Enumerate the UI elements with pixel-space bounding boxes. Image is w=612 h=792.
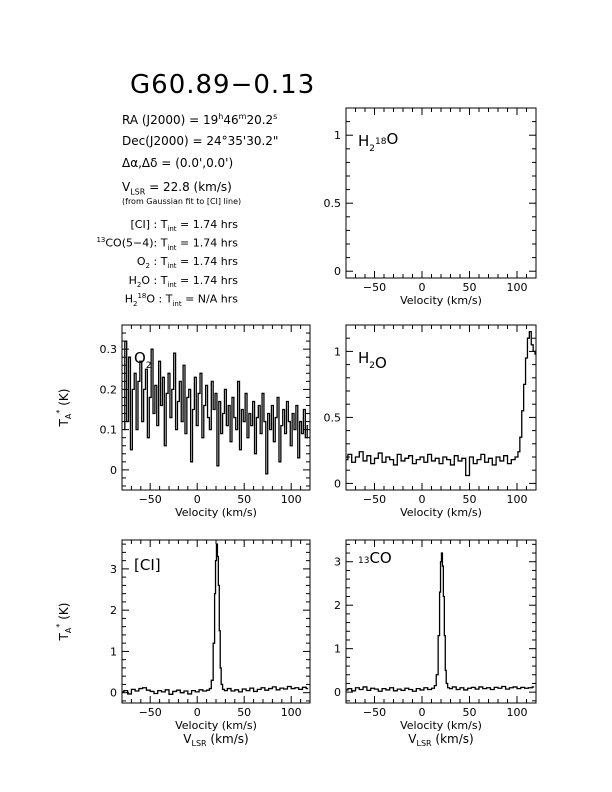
- ra-seconds: 20.2: [246, 113, 274, 127]
- y-axis-label: $T_A^*$ (K): [55, 388, 73, 427]
- integration-row: $H_2O$ : $T_{int} = 1.74$ hrs: [128, 274, 238, 290]
- x-tick-label: 0: [418, 493, 426, 506]
- y-tick-label: 3: [110, 562, 117, 576]
- y-tick-label: 0: [110, 686, 117, 700]
- y-tick-label: 0: [334, 265, 341, 279]
- x-tick-label: 100: [506, 281, 528, 294]
- x-tick-label: 50: [237, 493, 252, 506]
- spectrum-line: [346, 553, 534, 691]
- plot-frame: [346, 325, 536, 490]
- x-tick-label: −50: [138, 493, 162, 506]
- y-tick-label: 1: [334, 642, 341, 656]
- ra-line: RA (J2000) = 19$^h$46$^m$20.2$^s$: [122, 112, 278, 127]
- integration-row: $^{13}$CO(5−4): $T_{int} = 1.74$ hrs: [96, 236, 238, 252]
- y-tick-label: 0.2: [99, 383, 117, 397]
- y-axis-label: $T_A^*$ (K): [55, 602, 73, 641]
- panel-o2: [55, 325, 310, 519]
- x-tick-label: 50: [462, 706, 477, 719]
- plot-frame: [346, 108, 536, 278]
- vlsr-label: V: [122, 180, 131, 194]
- y-tick-label: 1: [334, 345, 341, 359]
- x-axis-label: Velocity (km/s): [400, 294, 482, 307]
- vlsr-value: = 22.8 (km/s): [149, 180, 232, 194]
- y-tick-label: 0: [110, 463, 117, 477]
- dec-label: Dec(J2000) =: [122, 134, 203, 148]
- integration-row: [CI] : $T_{int} = 1.74$ hrs: [130, 218, 238, 234]
- panel-13co: [334, 540, 536, 748]
- x-axis-label: Velocity (km/s): [175, 506, 257, 519]
- y-tick-label: 0.1: [99, 423, 117, 437]
- x-axis-label: Velocity (km/s): [400, 506, 482, 519]
- x-tick-label: −50: [362, 281, 387, 294]
- panel-label: $O_2$: [134, 349, 152, 371]
- panel-h2o: [324, 325, 537, 519]
- x-tick-label: 100: [506, 706, 528, 719]
- vlsr-note: (from Gaussian fit to [CI] line): [122, 197, 242, 206]
- panel-h218o: [324, 108, 537, 307]
- offset-value: (0.0',0.0'): [175, 156, 234, 170]
- ra-label: RA (J2000) =: [122, 113, 200, 127]
- x-tick-label: −50: [138, 706, 162, 719]
- y-tick-label: 2: [334, 599, 341, 613]
- integration-row: $H_2^{18}O$ : $T_{int} = N/A$ hrs: [124, 292, 238, 308]
- panel-label: $H_2^{18}O$: [358, 130, 399, 154]
- y-tick-label: 0.3: [99, 343, 117, 357]
- y-tick-label: 0.5: [323, 197, 341, 211]
- vlsr-axis-label: $V_{LSR}$ (km/s): [183, 732, 249, 748]
- x-tick-label: 0: [418, 706, 426, 719]
- x-tick-label: 50: [462, 493, 477, 506]
- source-title: G60.89−0.13: [130, 70, 316, 100]
- x-tick-label: 100: [506, 493, 528, 506]
- y-tick-label: 2: [110, 604, 117, 618]
- x-tick-label: −50: [362, 706, 387, 719]
- x-tick-label: 0: [193, 493, 201, 506]
- offset-label: Δα,Δδ =: [122, 156, 172, 170]
- integration-row: $O_2$ : $T_{int} = 1.74$ hrs: [136, 255, 238, 271]
- panel-label: [CI]: [134, 556, 161, 574]
- x-tick-label: 100: [280, 493, 302, 506]
- y-tick-label: 1: [110, 645, 117, 659]
- dec-value: 24°35'30.2": [206, 134, 279, 148]
- y-tick-label: 0.5: [323, 411, 341, 425]
- x-tick-label: 0: [193, 706, 201, 719]
- x-tick-label: −50: [362, 493, 387, 506]
- x-tick-label: 100: [280, 706, 302, 719]
- panel-label: $H_2O$: [358, 349, 387, 372]
- plot-frame: [122, 325, 310, 490]
- y-tick-label: 3: [334, 555, 341, 569]
- x-tick-label: 0: [418, 281, 426, 294]
- x-axis-label: Velocity (km/s): [400, 719, 482, 732]
- panel-ci: [55, 540, 310, 748]
- vlsr-sub: LSR: [130, 187, 146, 197]
- ra-minutes: 46: [223, 113, 239, 127]
- y-tick-label: 0: [334, 686, 341, 700]
- x-tick-label: 50: [462, 281, 477, 294]
- vlsr-axis-label: $V_{LSR}$ (km/s): [408, 732, 474, 748]
- ra-hours: 19: [203, 113, 219, 127]
- y-tick-label: 0: [334, 477, 341, 491]
- x-axis-label: Velocity (km/s): [175, 719, 257, 732]
- y-tick-label: 1: [334, 129, 341, 143]
- x-tick-label: 50: [237, 706, 252, 719]
- panel-label: $^{13}$CO: [358, 549, 392, 567]
